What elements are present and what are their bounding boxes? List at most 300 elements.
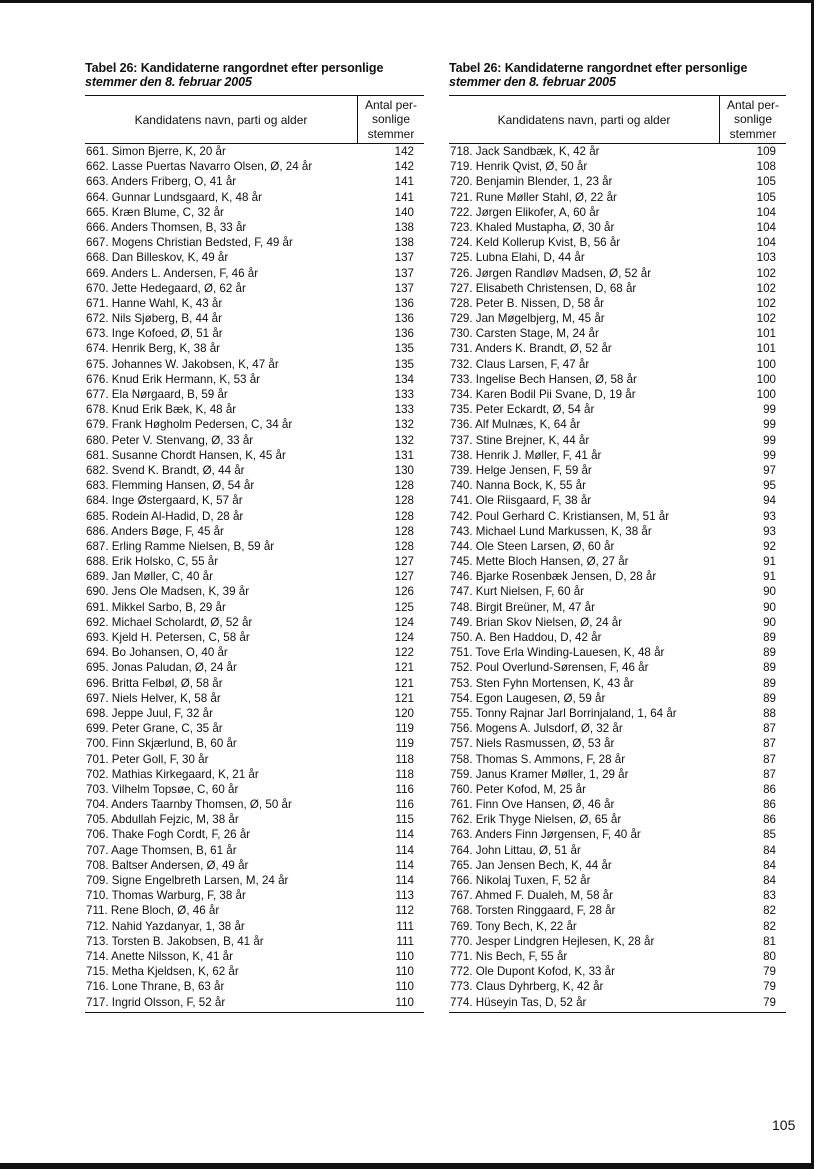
personal-votes: 101 (756, 327, 776, 341)
table-row (449, 903, 786, 918)
candidate-name: 713. Torsten B. Jakobsen, B, 41 år (86, 934, 264, 948)
candidate-name: 728. Peter B. Nissen, D, 58 år (450, 296, 605, 310)
personal-votes: 84 (763, 858, 776, 872)
candidate-name: 715. Metha Kjeldsen, K, 62 år (86, 965, 239, 979)
table-title-line-2: stemmer den 8. februar 2005 (85, 75, 252, 89)
candidate-name: 716. Lone Thrane, B, 63 år (86, 980, 225, 994)
table-row (449, 569, 786, 584)
table-row (449, 205, 786, 220)
table-row (85, 858, 424, 873)
table-title-line-2: stemmer den 8. februar 2005 (449, 75, 616, 89)
candidate-name: 683. Flemming Hansen, Ø, 54 år (86, 479, 255, 493)
table-row (85, 736, 424, 751)
candidate-name: 735. Peter Eckardt, Ø, 54 år (450, 403, 595, 417)
candidate-name: 770. Jesper Lindgren Hejlesen, K, 28 år (450, 934, 655, 948)
table-row (449, 752, 786, 767)
personal-votes: 114 (395, 858, 414, 872)
scan-edge-bottom (0, 1163, 812, 1169)
personal-votes: 135 (394, 357, 414, 371)
column-header-name: Kandidatens navn, parti og alder (497, 112, 671, 127)
candidate-name: 674. Henrik Berg, K, 38 år (86, 342, 221, 356)
candidate-name: 685. Rodein Al-Hadid, D, 28 år (86, 509, 244, 523)
table-row (449, 873, 786, 888)
personal-votes: 86 (763, 798, 776, 812)
personal-votes: 79 (763, 980, 776, 994)
candidate-name: 718. Jack Sandbæk, K, 42 år (450, 145, 600, 158)
column-header-votes-line-3: stemmer (367, 126, 415, 141)
personal-votes: 127 (394, 555, 414, 569)
candidate-name: 719. Henrik Qvist, Ø, 50 år (450, 160, 588, 174)
candidate-name: 768. Torsten Ringgaard, F, 28 år (450, 904, 616, 918)
table-row (85, 448, 424, 463)
table-row (449, 159, 786, 174)
table-row (85, 843, 424, 858)
table-row (85, 903, 424, 918)
candidate-name: 668. Dan Billeskov, K, 49 år (86, 251, 229, 265)
personal-votes: 137 (394, 281, 414, 295)
table-row (449, 448, 786, 463)
personal-votes: 142 (394, 160, 414, 174)
personal-votes: 84 (763, 843, 776, 857)
personal-votes: 127 (394, 570, 414, 584)
table-row (85, 296, 424, 311)
personal-votes: 125 (394, 600, 414, 614)
table-row (449, 493, 786, 508)
table-row (449, 372, 786, 387)
candidate-name: 760. Peter Kofod, M, 25 år (450, 782, 586, 796)
personal-votes: 130 (394, 463, 414, 477)
candidate-name: 722. Jørgen Elikofer, A, 60 år (450, 205, 600, 219)
candidate-name: 696. Britta Felbøl, Ø, 58 år (86, 676, 223, 690)
personal-votes: 115 (395, 813, 414, 827)
candidate-name: 727. Elisabeth Christensen, D, 68 år (450, 281, 637, 295)
personal-votes: 91 (763, 570, 776, 584)
table-row (449, 691, 786, 706)
table-row (85, 584, 424, 599)
personal-votes: 105 (756, 175, 776, 189)
table-row (449, 782, 786, 797)
personal-votes: 124 (394, 615, 414, 629)
table-row (85, 235, 424, 250)
candidate-name: 687. Erling Ramme Nielsen, B, 59 år (86, 539, 275, 553)
candidate-name: 698. Jeppe Juul, F, 32 år (86, 706, 213, 720)
personal-votes: 97 (763, 463, 776, 477)
personal-votes: 112 (395, 904, 414, 918)
table-row (449, 827, 786, 842)
candidate-name: 755. Tonny Rajnar Jarl Borrinjaland, 1, 64 år (450, 706, 677, 720)
personal-votes: 110 (395, 995, 414, 1009)
personal-votes: 89 (763, 646, 776, 660)
candidate-name: 712. Nahid Yazdanyar, 1, 38 år (86, 919, 245, 933)
table-row (85, 600, 424, 615)
candidate-name: 665. Kræn Blume, C, 32 år (86, 205, 224, 219)
candidate-name: 693. Kjeld H. Petersen, C, 58 år (86, 631, 250, 644)
right-table (449, 61, 786, 1013)
table-row (449, 220, 786, 235)
personal-votes: 85 (763, 828, 776, 842)
personal-votes: 110 (395, 980, 414, 994)
table-row (85, 402, 424, 417)
candidate-name: 714. Anette Nilsson, K, 41 år (86, 949, 233, 963)
personal-votes: 128 (394, 539, 414, 553)
table-row (85, 812, 424, 827)
table-row (449, 326, 786, 341)
personal-votes: 92 (763, 539, 776, 553)
table-row (85, 645, 424, 660)
candidate-name: 699. Peter Grane, C, 35 år (86, 722, 223, 736)
personal-votes: 131 (394, 448, 414, 462)
personal-votes: 87 (763, 752, 776, 766)
table-row (449, 843, 786, 858)
personal-votes: 104 (756, 220, 776, 234)
candidate-name: 663. Anders Friberg, O, 41 år (86, 175, 237, 189)
candidate-name: 757. Niels Rasmussen, Ø, 53 år (450, 737, 615, 751)
candidate-name: 691. Mikkel Sarbo, B, 29 år (86, 600, 226, 614)
personal-votes: 132 (394, 433, 414, 447)
candidate-name: 763. Anders Finn Jørgensen, F, 40 år (450, 828, 641, 842)
candidate-name: 747. Kurt Nielsen, F, 60 år (450, 585, 585, 599)
personal-votes: 114 (395, 828, 414, 842)
candidate-name: 748. Birgit Breüner, M, 47 år (450, 600, 595, 614)
candidate-name: 738. Henrik J. Møller, F, 41 år (450, 448, 602, 462)
scan-edge-top (0, 0, 812, 3)
table-title (85, 61, 424, 89)
table-bottom-rule (449, 1012, 786, 1013)
candidate-name: 671. Hanne Wahl, K, 43 år (86, 296, 223, 310)
personal-votes: 124 (394, 631, 414, 644)
candidate-name: 680. Peter V. Stenvang, Ø, 33 år (86, 433, 254, 447)
personal-votes: 89 (763, 691, 776, 705)
table-row (449, 964, 786, 979)
personal-votes: 116 (395, 782, 414, 796)
personal-votes: 121 (394, 691, 414, 705)
personal-votes: 137 (394, 251, 414, 265)
table-row (85, 706, 424, 721)
table-row (449, 979, 786, 994)
candidate-name: 689. Jan Møller, C, 40 år (86, 570, 213, 584)
table-row (449, 645, 786, 660)
table-row (449, 919, 786, 934)
personal-votes: 128 (394, 479, 414, 493)
candidate-name: 670. Jette Hedegaard, Ø, 62 år (86, 281, 246, 295)
table-row (449, 797, 786, 812)
personal-votes: 132 (394, 418, 414, 432)
column-header-votes-line-1: Antal per- (726, 97, 780, 112)
table-row (449, 888, 786, 903)
personal-votes: 84 (763, 874, 776, 887)
table-row (85, 782, 424, 797)
column-header-name: Kandidatens navn, parti og alder (134, 112, 308, 127)
personal-votes: 133 (394, 388, 414, 401)
personal-votes: 138 (394, 220, 414, 234)
table-row (449, 615, 786, 630)
candidate-name: 711. Rene Bloch, Ø, 46 år (86, 904, 220, 918)
table-row (449, 144, 786, 159)
candidate-name: 729. Jan Møgelbjerg, M, 45 år (450, 312, 605, 326)
personal-votes: 100 (756, 357, 776, 371)
candidate-name: 706. Thake Fogh Cordt, F, 26 år (86, 828, 251, 842)
candidate-name: 743. Michael Lund Markussen, K, 38 år (450, 524, 652, 538)
personal-votes: 111 (396, 919, 414, 933)
table-row (449, 190, 786, 205)
candidate-name: 762. Erik Thyge Nielsen, Ø, 65 år (450, 813, 622, 827)
candidate-name: 669. Anders L. Andersen, F, 46 år (86, 266, 259, 280)
candidate-name: 754. Egon Laugesen, Ø, 59 år (450, 691, 606, 705)
personal-votes: 86 (763, 782, 776, 796)
personal-votes: 102 (756, 312, 776, 326)
personal-votes: 105 (756, 190, 776, 204)
candidate-name: 700. Finn Skjærlund, B, 60 år (86, 737, 237, 751)
candidate-name: 742. Poul Gerhard C. Kristiansen, M, 51 år (450, 509, 670, 523)
candidate-name: 772. Ole Dupont Kofod, K, 33 år (450, 965, 615, 979)
table-row (85, 676, 424, 691)
table-row (85, 478, 424, 493)
candidate-name: 744. Ole Steen Larsen, Ø, 60 år (450, 539, 615, 553)
personal-votes: 119 (395, 722, 414, 736)
personal-votes: 109 (756, 145, 776, 158)
table-row (85, 205, 424, 220)
candidate-name: 682. Svend K. Brandt, Ø, 44 år (86, 463, 245, 477)
candidate-name: 704. Anders Taarnby Thomsen, Ø, 50 år (86, 798, 292, 812)
candidate-name: 736. Alf Mulnæs, K, 64 år (450, 418, 581, 432)
personal-votes: 93 (763, 509, 776, 523)
candidate-name: 679. Frank Høgholm Pedersen, C, 34 år (86, 418, 293, 432)
table-row (449, 676, 786, 691)
personal-votes: 103 (756, 251, 776, 265)
candidate-name: 666. Anders Thomsen, B, 33 år (86, 220, 247, 234)
table-row (85, 949, 424, 964)
candidate-name: 717. Ingrid Olsson, F, 52 år (86, 995, 226, 1009)
table-row (85, 281, 424, 296)
personal-votes: 88 (763, 706, 776, 720)
column-header-votes-line-2: sonlige (371, 112, 411, 127)
table-body (85, 144, 424, 1010)
personal-votes: 118 (395, 767, 414, 781)
personal-votes: 128 (394, 524, 414, 538)
table-row (85, 311, 424, 326)
table-row (449, 539, 786, 554)
personal-votes: 99 (763, 448, 776, 462)
table-row (449, 660, 786, 675)
candidate-name: 756. Mogens A. Julsdorf, Ø, 32 år (450, 722, 623, 736)
personal-votes: 100 (756, 388, 776, 401)
table-row (85, 266, 424, 281)
table-row (449, 357, 786, 372)
candidate-name: 765. Jan Jensen Bech, K, 44 år (450, 858, 612, 872)
candidate-name: 664. Gunnar Lundsgaard, K, 48 år (86, 190, 262, 204)
table-row (85, 995, 424, 1010)
candidate-name: 695. Jonas Paludan, Ø, 24 år (86, 661, 237, 675)
candidate-name: 739. Helge Jensen, F, 59 år (450, 463, 592, 477)
table-row (85, 888, 424, 903)
candidate-name: 733. Ingelise Bech Hansen, Ø, 58 år (450, 372, 637, 386)
table-row (449, 478, 786, 493)
table-row (85, 174, 424, 189)
personal-votes: 100 (756, 372, 776, 386)
candidate-name: 703. Vilhelm Topsøe, C, 60 år (86, 782, 239, 796)
personal-votes: 99 (763, 433, 776, 447)
personal-votes: 121 (394, 676, 414, 690)
table-row (85, 159, 424, 174)
candidate-name: 721. Rune Møller Stahl, Ø, 22 år (450, 190, 617, 204)
column-header-votes (719, 96, 786, 143)
personal-votes: 104 (756, 205, 776, 219)
personal-votes: 142 (394, 145, 414, 158)
table-row (449, 235, 786, 250)
personal-votes: 114 (395, 874, 414, 887)
table-row (85, 524, 424, 539)
table-row (85, 934, 424, 949)
candidate-name: 707. Aage Thomsen, B, 61 år (86, 843, 237, 857)
table-row (449, 463, 786, 478)
table-row (449, 721, 786, 736)
personal-votes: 82 (763, 904, 776, 918)
table-row (449, 995, 786, 1010)
table-header (85, 95, 424, 144)
personal-votes: 120 (394, 706, 414, 720)
personal-votes: 104 (756, 236, 776, 250)
personal-votes: 89 (763, 661, 776, 675)
left-table (85, 61, 424, 1013)
personal-votes: 118 (395, 752, 414, 766)
candidate-name: 734. Karen Bodil Pii Svane, D, 19 år (450, 388, 636, 401)
candidate-name: 731. Anders K. Brandt, Ø, 52 år (450, 342, 612, 356)
table-row (449, 296, 786, 311)
table-row (449, 584, 786, 599)
table-row (449, 417, 786, 432)
personal-votes: 95 (763, 479, 776, 493)
personal-votes: 108 (756, 160, 776, 174)
table-row (449, 281, 786, 296)
table-row (85, 433, 424, 448)
table-row (85, 660, 424, 675)
candidate-name: 732. Claus Larsen, F, 47 år (450, 357, 590, 371)
personal-votes: 91 (763, 555, 776, 569)
table-row (85, 493, 424, 508)
table-row (449, 812, 786, 827)
personal-votes: 141 (394, 175, 414, 189)
table-row (449, 402, 786, 417)
personal-votes: 102 (756, 266, 776, 280)
table-row (85, 509, 424, 524)
table-row (85, 979, 424, 994)
candidate-name: 709. Signe Engelbreth Larsen, M, 24 år (86, 874, 289, 887)
candidate-name: 751. Tove Erla Winding-Lauesen, K, 48 år (450, 646, 665, 660)
table-row (449, 736, 786, 751)
candidate-name: 766. Nikolaj Tuxen, F, 52 år (450, 874, 591, 887)
candidate-name: 673. Inge Kofoed, Ø, 51 år (86, 327, 223, 341)
table-row (85, 615, 424, 630)
personal-votes: 138 (394, 236, 414, 250)
table-row (449, 174, 786, 189)
personal-votes: 136 (394, 327, 414, 341)
personal-votes: 94 (763, 494, 776, 508)
personal-votes: 99 (763, 418, 776, 432)
personal-votes: 79 (763, 965, 776, 979)
candidate-name: 686. Anders Bøge, F, 45 år (86, 524, 224, 538)
table-row (85, 752, 424, 767)
candidate-name: 759. Janus Kramer Møller, 1, 29 år (450, 767, 629, 781)
candidate-name: 723. Khaled Mustapha, Ø, 30 år (450, 220, 615, 234)
personal-votes: 99 (763, 403, 776, 417)
table-row (449, 387, 786, 402)
table-row (85, 919, 424, 934)
table-row (85, 190, 424, 205)
candidate-name: 771. Nis Bech, F, 55 år (450, 949, 568, 963)
table-row (449, 706, 786, 721)
column-header-votes-line-1: Antal per- (364, 97, 418, 112)
table-bottom-rule (85, 1012, 424, 1013)
personal-votes: 140 (394, 205, 414, 219)
column-header-votes-line-2: sonlige (733, 112, 773, 127)
candidate-name: 726. Jørgen Randløv Madsen, Ø, 52 år (450, 266, 652, 280)
table-row (85, 873, 424, 888)
table-row (85, 372, 424, 387)
personal-votes: 136 (394, 312, 414, 326)
table-row (449, 250, 786, 265)
candidate-name: 724. Keld Kollerup Kvist, B, 56 år (450, 236, 621, 250)
personal-votes: 119 (395, 737, 414, 751)
table-row (85, 250, 424, 265)
table-row (85, 797, 424, 812)
personal-votes: 128 (394, 509, 414, 523)
candidate-name: 688. Erik Holsko, C, 55 år (86, 555, 219, 569)
candidate-name: 773. Claus Dyhrberg, K, 42 år (450, 980, 604, 994)
personal-votes: 87 (763, 767, 776, 781)
personal-votes: 82 (763, 919, 776, 933)
candidate-name: 710. Thomas Warburg, F, 38 år (86, 889, 246, 903)
personal-votes: 90 (763, 600, 776, 614)
table-row (449, 600, 786, 615)
personal-votes: 121 (394, 661, 414, 675)
personal-votes: 114 (395, 843, 414, 857)
candidate-name: 749. Brian Skov Nielsen, Ø, 24 år (450, 615, 623, 629)
personal-votes: 80 (763, 949, 776, 963)
table-title-line-1: Tabel 26: Kandidaterne rangordnet efter personlige (449, 61, 748, 75)
table-row (449, 266, 786, 281)
personal-votes: 110 (395, 949, 414, 963)
table-row (449, 767, 786, 782)
candidate-name: 752. Poul Overlund-Sørensen, F, 46 år (450, 661, 649, 675)
candidate-name: 750. A. Ben Haddou, D, 42 år (450, 631, 602, 644)
table-row (449, 433, 786, 448)
candidate-name: 681. Susanne Chordt Hansen, K, 45 år (86, 448, 286, 462)
table-row (449, 949, 786, 964)
column-header-votes-line-3: stemmer (729, 126, 777, 141)
candidate-name: 761. Finn Ove Hansen, Ø, 46 år (450, 798, 615, 812)
table-row (85, 827, 424, 842)
personal-votes: 87 (763, 737, 776, 751)
candidate-name: 667. Mogens Christian Bedsted, F, 49 år (86, 236, 293, 250)
candidate-name: 741. Ole Riisgaard, F, 38 år (450, 494, 592, 508)
page-number: 105 (772, 1117, 796, 1133)
personal-votes: 81 (763, 934, 776, 948)
candidate-name: 740. Nanna Bock, K, 55 år (450, 479, 586, 493)
table-row (85, 630, 424, 645)
personal-votes: 93 (763, 524, 776, 538)
candidate-name: 725. Lubna Elahi, D, 44 år (450, 251, 585, 265)
personal-votes: 133 (394, 403, 414, 417)
candidate-name: 701. Peter Goll, F, 30 år (86, 752, 209, 766)
candidate-name: 692. Michael Scholardt, Ø, 52 år (86, 615, 253, 629)
personal-votes: 102 (756, 296, 776, 310)
candidate-name: 690. Jens Ole Madsen, K, 39 år (86, 585, 250, 599)
candidate-name: 746. Bjarke Rosenbæk Jensen, D, 28 år (450, 570, 657, 584)
personal-votes: 83 (763, 889, 776, 903)
candidate-name: 662. Lasse Puertas Navarro Olsen, Ø, 24 år (86, 160, 313, 174)
table-row (85, 691, 424, 706)
personal-votes: 87 (763, 722, 776, 736)
